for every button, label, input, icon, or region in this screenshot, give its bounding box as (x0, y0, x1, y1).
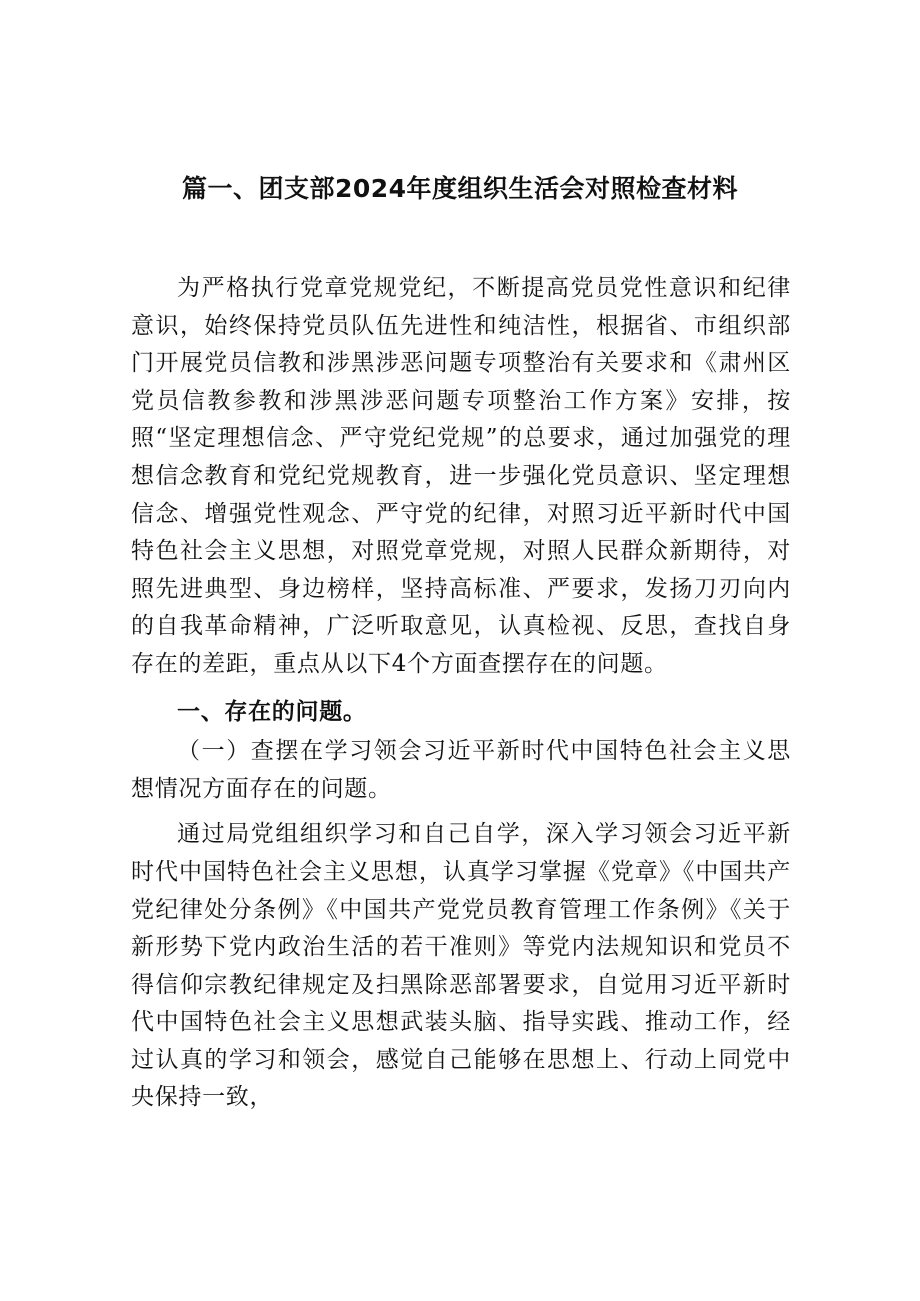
intro-paragraph: 为严格执行党章党规党纪，不断提高党员党性意识和纪律意识，始终保持党员队伍先进性和纯洁性，根据省、市组织部门开展党员信教和涉黑涉恶问题专项整治有关要求和《肃州区党员信教参教和涉黑涉恶问题专项整治工作方案》安排，按照“坚定理想信念、严守党纪党规”的总要求，通过加强党的理想信念教育和党纪党规教育，进一步强化党员意识、坚定理想信念、增强党性观念、严守党的纪律，对照习近平新时代中国特色社会主义思想，对照党章党规，对照人民群众新期待，对照先进典型、身边榜样，坚持高标准、严要求，发扬刀刃向内的自我革命精神，广泛听取意见，认真检视、反思，查找自身存在的差距，重点从以下4个方面查摆存在的问题。 (131, 275, 791, 677)
subsection-heading: （一）查摆在学习领会习近平新时代中国特色社会主义思想情况方面存在的问题。 (131, 738, 791, 802)
document-body (131, 270, 791, 1117)
document-title: 篇一、团支部2024年度组织生活会对照检查材料 (181, 174, 739, 203)
section-heading: 一、存在的问题。 (177, 698, 367, 725)
body-paragraph: 通过局党组组织学习和自己自学，深入学习领会习近平新时代中国特色社会主义思想，认真学习掌握《党章》《中国共产党纪律处分条例》《中国共产党党员教育管理工作条例》《关于新形势下党内政治生活的若干准则》等党内法规知识和党员不得信仰宗教纪律规定及扫黑除恶部署要求，自觉用习近平新时代中国特色社会主义思想武装头脑、指导实践、推动工作，经过认真的学习和领会，感觉自己能够在思想上、行动上同党中央保持一致， (131, 821, 791, 1111)
